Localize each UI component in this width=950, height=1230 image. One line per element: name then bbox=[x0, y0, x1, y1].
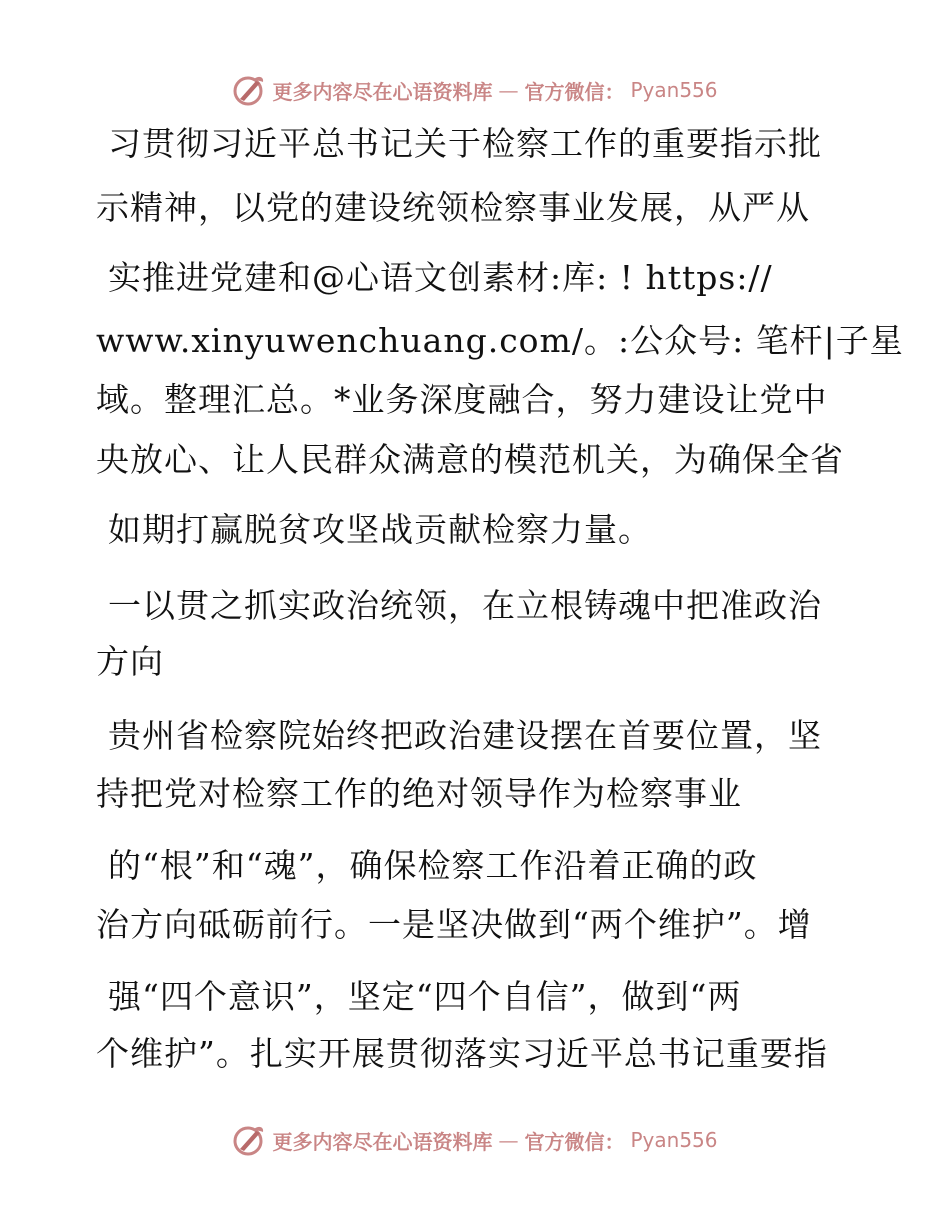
body-line: 强“四个意识”，坚定“四个自信”，做到“两 bbox=[108, 977, 742, 1016]
quill-circle-logo-icon bbox=[232, 73, 266, 107]
body-line: www.xinyuwenchuang.com/。:公众号: 笔杆|子星 bbox=[96, 321, 904, 360]
header-banner-account: Pyan556 bbox=[630, 78, 718, 102]
body-line: 治方向砥砺前行。一是坚决做到“两个维护”。增 bbox=[96, 905, 812, 944]
body-line: 实推进党建和@心语文创素材:库: ! https:// bbox=[108, 258, 773, 297]
body-line: 如期打赢脱贫攻坚战贡献检察力量。 bbox=[108, 510, 652, 549]
body-line: 域。整理汇总。*业务深度融合，努力建设让党中 bbox=[96, 380, 828, 419]
body-line: 持把党对检察工作的绝对领导作为检察事业 bbox=[96, 774, 742, 813]
body-line: 一以贯之抓实政治统领，在立根铸魂中把准政治 bbox=[108, 586, 822, 625]
footer-banner-suffix: 官方微信： bbox=[524, 1129, 625, 1154]
body-line: 的“根”和“魂”，确保检察工作沿着正确的政 bbox=[108, 846, 758, 885]
footer-banner-text: 更多内容尽在心语资料库 bbox=[272, 1129, 493, 1154]
footer-banner-separator: — bbox=[498, 1128, 519, 1152]
body-line: 方向 bbox=[96, 642, 164, 681]
header-banner-separator: — bbox=[498, 78, 519, 102]
header-watermark-banner bbox=[0, 70, 950, 110]
footer-watermark-banner bbox=[0, 1120, 950, 1160]
body-line: 贵州省检察院始终把政治建设摆在首要位置，坚 bbox=[108, 716, 822, 755]
footer-banner-account: Pyan556 bbox=[630, 1128, 718, 1152]
quill-circle-logo-icon bbox=[232, 1123, 266, 1157]
header-banner-suffix: 官方微信： bbox=[524, 79, 625, 104]
body-line: 习贯彻习近平总书记关于检察工作的重要指示批 bbox=[108, 124, 822, 163]
header-banner-text: 更多内容尽在心语资料库 bbox=[272, 79, 493, 104]
body-line: 示精神，以党的建设统领检察事业发展，从严从 bbox=[96, 188, 810, 227]
body-line: 个维护”。扎实开展贯彻落实习近平总书记重要指 bbox=[96, 1034, 828, 1073]
body-line: 央放心、让人民群众满意的模范机关，为确保全省 bbox=[96, 440, 844, 479]
